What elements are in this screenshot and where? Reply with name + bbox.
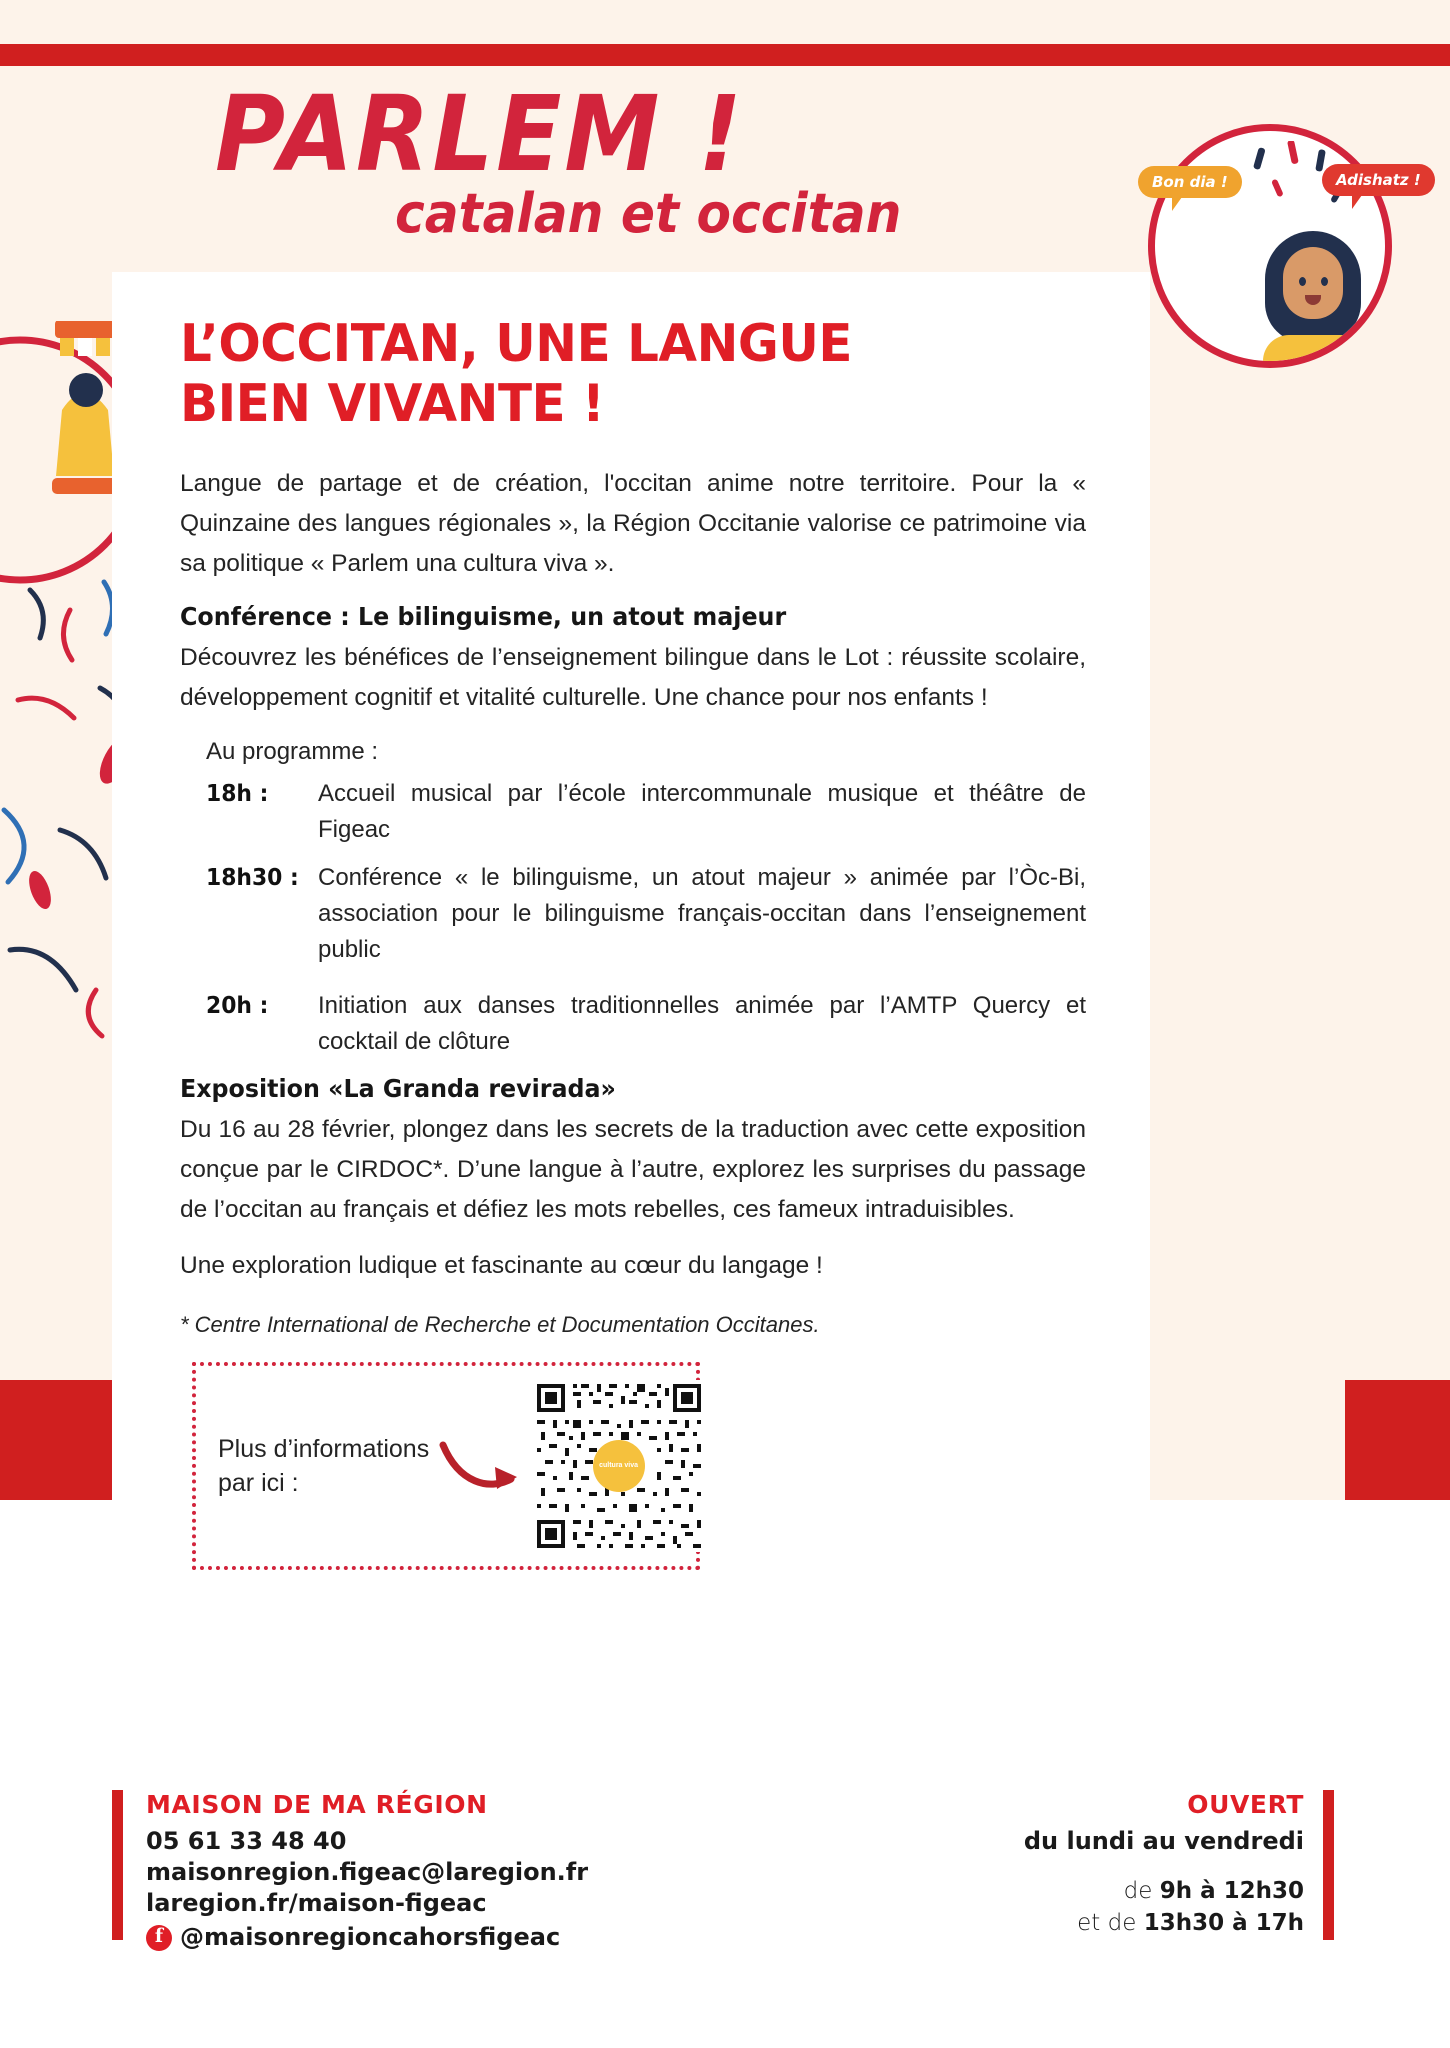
programme-time: 18h : [206, 781, 269, 807]
qr-callout-box [192, 1362, 700, 1570]
programme-list [206, 734, 1086, 1060]
bottom-right-red-block [1345, 1380, 1450, 1500]
content-card [112, 272, 1150, 1500]
conference-body: Découvrez les bénéfices de l’enseignement bilingue dans le Lot : réussite scolaire, développement cognitif et vitalité culturelle. Une chance pour nos enfants ! [180, 644, 1086, 711]
phone-number[interactable]: 05 61 33 48 40 [146, 1827, 347, 1855]
exposition-body-2: Une exploration ludique et fascinante au cœur du langage ! [180, 1252, 823, 1279]
speech-bubble-bon-dia: Bon dia ! [1138, 166, 1242, 198]
brand-title: PARLEM ! [215, 73, 745, 195]
programme-label: Au programme : [206, 738, 379, 765]
programme-text: Accueil musical par l’école intercommunale musique et théâtre de Figeac [318, 780, 1086, 843]
programme-row [206, 776, 1086, 848]
org-name: MAISON DE MA RÉGION [146, 1790, 488, 1819]
programme-row [206, 860, 1086, 968]
curved-arrow-icon [437, 1431, 527, 1501]
open-label: OUVERT [1187, 1790, 1304, 1819]
exposition-heading: Exposition «La Granda revirada» [180, 1074, 616, 1103]
hours-value-2: 13h30 à 17h [1143, 1910, 1304, 1936]
hours-value-1: 9h à 12h30 [1159, 1878, 1304, 1904]
qr-label [196, 1432, 437, 1500]
facebook-icon: f [146, 1925, 172, 1951]
hours-line-1 [1024, 1875, 1304, 1907]
exposition-body: Du 16 au 28 février, plongez dans les secrets de la traduction avec cette exposition conçue par le CIRDOC*. D’une langue à l’autre, explorez les surprises du passage de l’occitan au français et défiez les mots rebelles, ces fameux intraduisibles. [180, 1116, 1086, 1223]
intro-paragraph: Langue de partage et de création, l'occitan anime notre territoire. Pour la « Quinzaine des langues régionales », la Région Occitanie valorise ce patrimoine via sa politique « Parlem una cultura viva ». [180, 470, 1086, 577]
speech-bubble-adishatz: Adishatz ! [1322, 164, 1435, 196]
qr-code-image[interactable] [533, 1380, 696, 1552]
page-title-line2: BIEN VIVANTE ! [180, 374, 605, 434]
hours-prefix-1: de [1123, 1878, 1160, 1904]
top-red-bar [0, 44, 1450, 66]
email-address[interactable]: maisonregion.figeac@laregion.fr [146, 1858, 589, 1886]
footnote: * Centre International de Recherche et Documentation Occitanes. [180, 1312, 820, 1337]
programme-text: Conférence « le bilinguisme, un atout majeur » animée par l’Òc-Bi, association pour le bilinguisme français-occitan dans l’enseignement public [318, 864, 1086, 963]
qr-center-logo: cultura viva [593, 1440, 645, 1492]
contact-block [146, 1790, 588, 1953]
poster-footer [0, 1790, 1450, 1990]
qr-label-line2: par ici : [218, 1469, 299, 1497]
conference-heading: Conférence : Le bilinguisme, un atout majeur [180, 602, 787, 631]
programme-time: 20h : [206, 993, 269, 1019]
page-title [180, 314, 1050, 434]
page-title-line1: L’OCCITAN, UNE LANGUE [180, 314, 853, 374]
hours-prefix-2: et de [1077, 1910, 1144, 1936]
opening-hours-block [1024, 1790, 1304, 1939]
bottom-left-red-block [0, 1380, 112, 1500]
character-circle [1148, 124, 1392, 368]
website-url[interactable]: laregion.fr/maison-figeac [146, 1889, 487, 1917]
programme-row [206, 988, 1086, 1060]
open-days: du lundi au vendredi [1023, 1827, 1304, 1855]
brand-block [215, 73, 939, 245]
programme-time: 18h30 : [206, 865, 299, 891]
hours-line-2 [1024, 1907, 1304, 1939]
brand-subtitle: catalan et occitan [395, 182, 902, 245]
facebook-handle: @maisonregioncahorsfigeac [180, 1923, 561, 1951]
facebook-link[interactable] [146, 1922, 588, 1953]
qr-label-line1: Plus d’informations [218, 1435, 430, 1463]
programme-text: Initiation aux danses traditionnelles animée par l’AMTP Quercy et cocktail de clôture [318, 992, 1086, 1055]
